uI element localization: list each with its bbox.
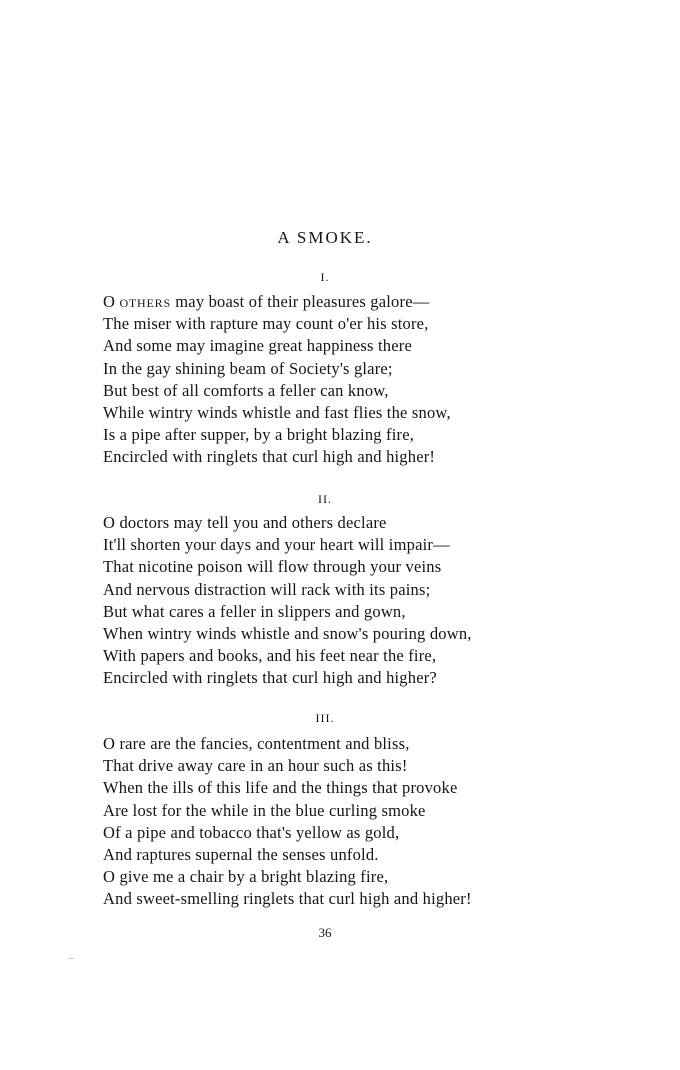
poem-line: And raptures supernal the senses unfold. — [103, 845, 379, 865]
page-number: 36 — [318, 925, 332, 940]
poem-line: When the ills of this life and the things that provoke — [103, 778, 458, 798]
poem-line: And sweet-smelling ringlets that curl high and higher! — [103, 889, 472, 909]
poem-line: That drive away care in an hour such as this! — [103, 756, 408, 776]
stanza-number-1: I. — [320, 270, 330, 284]
poem-title: A SMOKE. — [277, 228, 373, 247]
stanza-2 — [103, 512, 603, 690]
poem-line: While wintry winds whistle and fast flies the snow, — [103, 403, 451, 423]
poem-line: With papers and books, and his feet near the fire, — [103, 646, 437, 666]
stanza-number-3: III. — [315, 711, 335, 725]
opening-small-caps: others — [119, 292, 171, 311]
paper-speck — [68, 958, 74, 959]
poem-line: Of a pipe and tobacco that's yellow as gold, — [103, 822, 400, 842]
poem-line: Are lost for the while in the blue curling smoke — [103, 800, 426, 820]
poem-line: O doctors may tell you and others declare — [103, 513, 387, 532]
poem-line: O give me a chair by a bright blazing fire, — [103, 867, 389, 887]
poem-line: It'll shorten your days and your heart will impair— — [103, 535, 450, 555]
poem-line: That nicotine poison will flow through your veins — [103, 557, 442, 577]
stanza-number-2: II. — [318, 492, 332, 506]
poem-line: When wintry winds whistle and snow's pouring down, — [103, 624, 472, 644]
poem-line: The miser with rapture may count o'er his store, — [103, 314, 429, 334]
stanza-1 — [103, 291, 603, 469]
poem-line: In the gay shining beam of Society's glare; — [103, 358, 393, 378]
poem-line: O rare are the fancies, contentment and bliss, — [103, 734, 410, 753]
poem-line: But best of all comforts a feller can know, — [103, 380, 389, 400]
poem-line: Encircled with ringlets that curl high and higher? — [103, 668, 437, 688]
poem-line: Is a pipe after supper, by a bright blazing fire, — [103, 425, 415, 445]
poem-line: And nervous distraction will rack with its pains; — [103, 579, 431, 599]
poem-line: O others may boast of their pleasures galore— — [103, 292, 430, 311]
poem-line: But what cares a feller in slippers and gown, — [103, 601, 406, 621]
poem-line: Encircled with ringlets that curl high and higher! — [103, 447, 436, 467]
stanza-3 — [103, 733, 603, 911]
poem-line: And some may imagine great happiness there — [103, 336, 412, 356]
